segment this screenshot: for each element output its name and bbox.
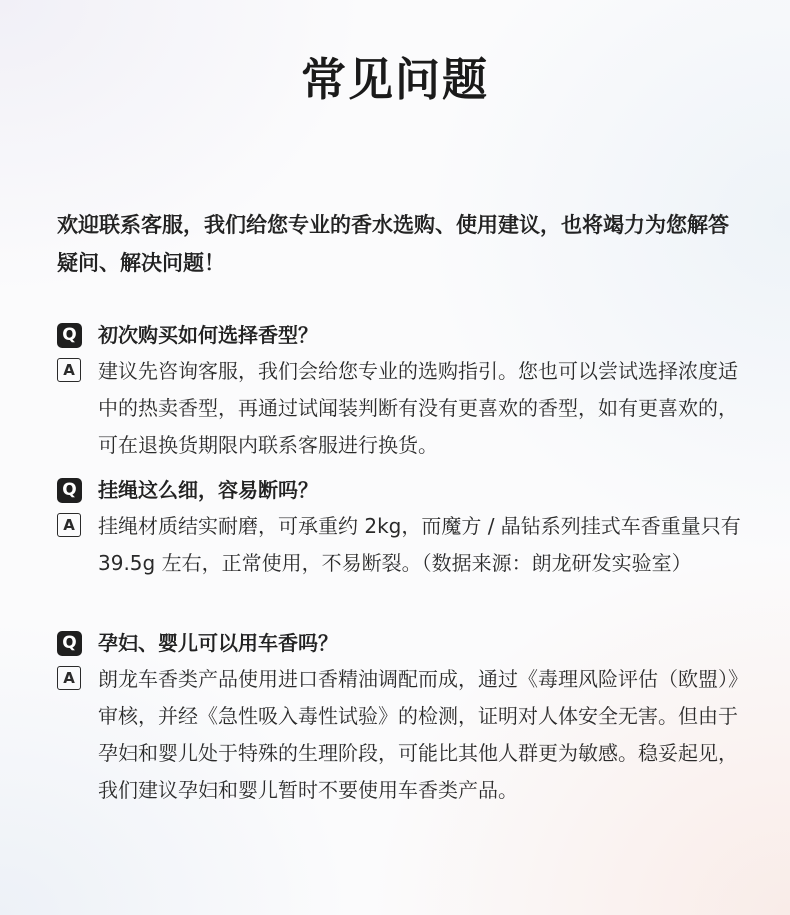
faq-answer-row <box>57 508 747 582</box>
faq-answer-row <box>57 353 747 464</box>
faq-answer: 朗龙车香类产品使用进口香精油调配而成，通过《毒理风险评估（欧盟）》审核，并经《急性吸入毒性试验》的检测，证明对人体安全无害。但由于孕妇和婴儿处于特殊的生理阶段，可能比其他人群更为敏感。稳妥起见，我们建议孕妇和婴儿暂时不要使用车香类产品。 <box>98 667 738 802</box>
question-badge-icon: Q <box>57 478 82 503</box>
faq-question: 挂绳这么细，容易断吗？ <box>98 478 318 502</box>
faq-answer-row <box>57 661 747 809</box>
question-badge-icon: Q <box>57 631 82 656</box>
page-title: 常见问题 <box>300 53 489 106</box>
faq-question-row <box>57 473 747 507</box>
faq-question-row <box>57 626 747 660</box>
faq-question: 孕妇、婴儿可以用车香吗？ <box>98 631 338 655</box>
intro-text: 欢迎联系客服，我们给您专业的香水选购、使用建议，也将竭力为您解答疑问、解决问题！ <box>57 213 729 275</box>
faq-answer: 挂绳材质结实耐磨，可承重约 2kg，而魔方 / 晶钻系列挂式车香重量只有 39.5g 左右，正常使用，不易断裂。（数据来源：朗龙研发实验室） <box>98 514 741 575</box>
faq-question: 初次购买如何选择香型？ <box>98 323 318 347</box>
answer-badge-icon: A <box>57 513 81 537</box>
faq-item <box>57 318 747 464</box>
faq-item <box>57 473 747 582</box>
faq-answer: 建议先咨询客服，我们会给您专业的选购指引。您也可以尝试选择浓度适中的热卖香型，再通过试闻装判断有没有更喜欢的香型，如有更喜欢的，可在退换货期限内联系客服进行换货。 <box>98 359 738 457</box>
faq-question-row <box>57 318 747 352</box>
answer-badge-icon: A <box>57 358 81 382</box>
question-badge-icon: Q <box>57 323 82 348</box>
faq-item <box>57 626 747 809</box>
answer-badge-icon: A <box>57 666 81 690</box>
